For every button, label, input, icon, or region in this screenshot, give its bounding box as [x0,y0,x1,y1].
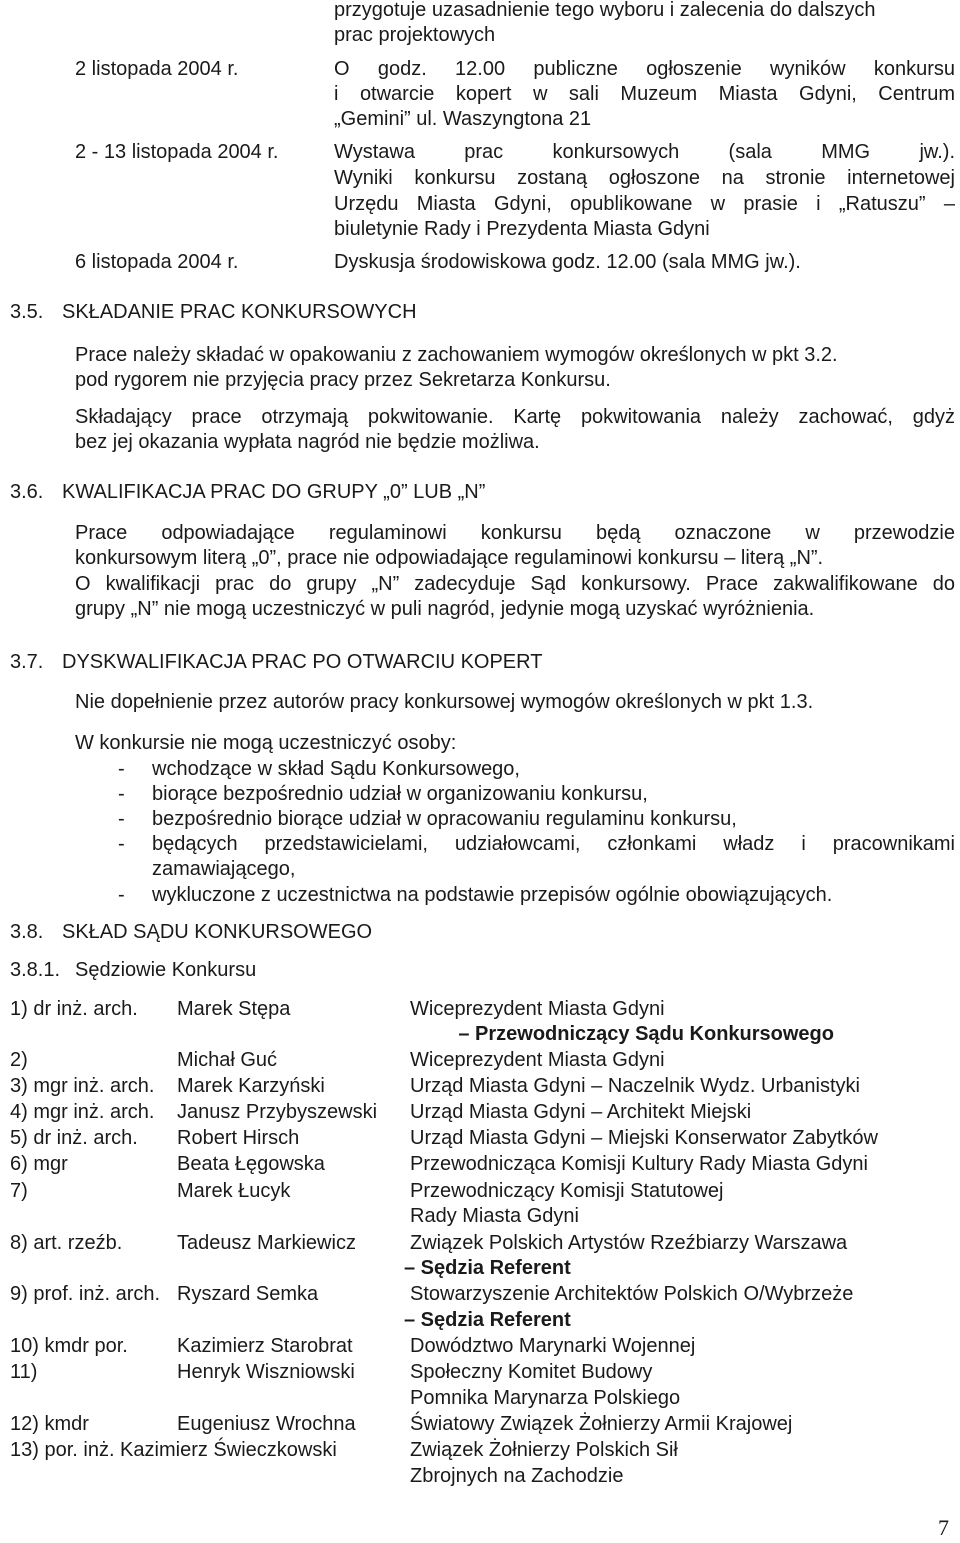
judge-10-title: 10) kmdr por. [10,1335,128,1357]
judge-3-title: 3) mgr inż. arch. [10,1075,155,1097]
schedule-date-3: 6 listopada 2004 r. [75,251,239,273]
judge-5-role: Urząd Miasta Gdyni – Miejski Konserwator Zabytków [410,1127,878,1149]
list-item-4-line-2: zamawiającego, [152,858,296,880]
judge-2-title: 2) [10,1049,28,1071]
judge-1-role: Wiceprezydent Miasta Gdyni [410,998,665,1020]
judge-12-title: 12) kmdr [10,1413,89,1435]
section-35-line-1: Prace należy składać w opakowaniu z zachowaniem wymogów określonych w pkt 3.2. [75,344,838,366]
judge-1-role-bold: – Przewodniczący Sądu Konkursowego [458,1023,834,1045]
judge-9-name: Ryszard Semka [177,1283,319,1305]
judge-13-role-line-2: Zbrojnych na Zachodzie [410,1465,624,1487]
list-item-2: biorące bezpośrednio udział w organizowaniu konkursu, [152,783,648,805]
list-dash-2: - [118,783,125,805]
schedule-continuation-line-1: przygotuje uzasadnienie tego wyboru i zalecenia do dalszych [334,0,876,21]
judge-7-role-line-2: Rady Miasta Gdyni [410,1205,579,1227]
schedule-date-2: 2 - 13 listopada 2004 r. [75,141,279,163]
judge-6-name: Beata Łęgowska [177,1153,325,1175]
judge-8-name: Tadeusz Markiewicz [177,1232,356,1254]
judge-5-name: Robert Hirsch [177,1127,300,1149]
schedule-text-2-4: biuletynie Rady i Prezydenta Miasta Gdyni [334,218,710,240]
judge-10-name: Kazimierz Starobrat [177,1335,353,1357]
judge-13-role-line-1: Związek Żołnierzy Polskich Sił [410,1439,678,1461]
list-item-4-line-1: będących przedstawicielami, udziałowcami, członkami władz i pracownikami [152,833,955,855]
section-381-number: 3.8.1. [10,959,61,981]
list-dash-1: - [118,758,125,780]
judge-7-role-line-1: Przewodniczący Komisji Statutowej [410,1180,724,1202]
schedule-text-1-2: i otwarcie kopert w sali Muzeum Miasta Gdyni, Centrum [334,83,955,105]
judge-4-role: Urząd Miasta Gdyni – Architekt Miejski [410,1101,752,1123]
judge-12-name: Eugeniusz Wrochna [177,1413,356,1435]
schedule-text-2-1: Wystawa prac konkursowych (sala MMG jw.). [334,141,955,163]
judge-12-role: Światowy Związek Żołnierzy Armii Krajowej [410,1413,793,1435]
judge-5-title: 5) dr inż. arch. [10,1127,138,1149]
section-35-heading: SKŁADANIE PRAC KONKURSOWYCH [62,301,417,323]
section-35-line-4: bez jej okazania wypłata nagród nie będzie możliwa. [75,431,540,453]
section-35-line-2: pod rygorem nie przyjęcia pracy przez Sekretarza Konkursu. [75,369,611,391]
judge-3-role: Urząd Miasta Gdyni – Naczelnik Wydz. Urbanistyki [410,1075,860,1097]
judge-1-name: Marek Stępa [177,998,291,1020]
judge-9-role-bold: – Sędzia Referent [404,1309,571,1331]
judge-11-name: Henryk Wiszniowski [177,1361,355,1383]
judge-6-role: Przewodnicząca Komisji Kultury Rady Miasta Gdyni [410,1153,868,1175]
section-35-number: 3.5. [10,301,44,323]
list-dash-5: - [118,884,125,906]
judge-9-role: Stowarzyszenie Architektów Polskich O/Wybrzeże [410,1283,854,1305]
section-36-line-1: Prace odpowiadające regulaminowi konkursu będą oznaczone w przewodzie [75,522,955,544]
schedule-continuation-line-2: prac projektowych [334,24,496,46]
section-37-line-1: Nie dopełnienie przez autorów pracy konkursowej wymogów określonych w pkt 1.3. [75,691,814,713]
schedule-text-1-3: „Gemini” ul. Waszyngtona 21 [334,108,592,130]
judge-8-role: Związek Polskich Artystów Rzeźbiarzy Warszawa [410,1232,848,1254]
section-36-line-2: konkursowym literą „0”, prace nie odpowiadające regulaminowi konkursu – literą „N”. [75,547,824,569]
judge-3-name: Marek Karzyński [177,1075,325,1097]
section-37-heading: DYSKWALIFIKACJA PRAC PO OTWARCIU KOPERT [62,651,543,673]
section-36-line-3: O kwalifikacji prac do grupy „N” zadecyduje Sąd konkursowy. Prace zakwalifikowane do [75,573,955,595]
judge-7-title: 7) [10,1180,28,1202]
judge-8-title: 8) art. rzeźb. [10,1232,123,1254]
schedule-text-3-1: Dyskusja środowiskowa godz. 12.00 (sala MMG jw.). [334,251,801,273]
schedule-text-2-2: Wyniki konkursu zostaną ogłoszone na stronie internetowej [334,167,955,189]
judge-10-role: Dowództwo Marynarki Wojennej [410,1335,696,1357]
judge-13-title: 13) por. inż. Kazimierz Świeczkowski [10,1439,337,1461]
judge-9-title: 9) prof. inż. arch. [10,1283,161,1305]
section-38-number: 3.8. [10,921,44,943]
list-item-5: wykluczone z uczestnictwa na podstawie przepisów ogólnie obowiązujących. [152,884,833,906]
judge-8-role-bold: – Sędzia Referent [404,1257,571,1279]
judge-11-role-line-2: Pomnika Marynarza Polskiego [410,1387,681,1409]
judge-11-title: 11) [10,1361,38,1383]
judge-4-title: 4) mgr inż. arch. [10,1101,155,1123]
page-number: 7 [938,1515,949,1540]
schedule-text-1-1: O godz. 12.00 publiczne ogłoszenie wyników konkursu [334,58,955,80]
section-37-intro: W konkursie nie mogą uczestniczyć osoby: [75,732,457,754]
schedule-date-1: 2 listopada 2004 r. [75,58,239,80]
judge-6-title: 6) mgr [10,1153,68,1175]
section-36-number: 3.6. [10,481,44,503]
judge-1-title: 1) dr inż. arch. [10,998,138,1020]
schedule-text-2-3: Urzędu Miasta Gdyni, opublikowane w prasie i „Ratuszu” – [334,193,955,215]
judge-11-role-line-1: Społeczny Komitet Budowy [410,1361,653,1383]
judge-7-name: Marek Łucyk [177,1180,291,1202]
section-381-heading: Sędziowie Konkursu [75,959,257,981]
list-item-1: wchodzące w skład Sądu Konkursowego, [152,758,520,780]
judge-2-role: Wiceprezydent Miasta Gdyni [410,1049,665,1071]
list-dash-3: - [118,808,125,830]
section-36-heading: KWALIFIKACJA PRAC DO GRUPY „0” LUB „N” [62,481,486,503]
list-item-3: bezpośrednio biorące udział w opracowaniu regulaminu konkursu, [152,808,737,830]
section-38-heading: SKŁAD SĄDU KONKURSOWEGO [62,921,373,943]
judge-4-name: Janusz Przybyszewski [177,1101,378,1123]
section-37-number: 3.7. [10,651,44,673]
section-35-line-3: Składający prace otrzymają pokwitowanie. Kartę pokwitowania należy zachować, gdyż [75,406,955,428]
judge-2-name: Michał Guć [177,1049,278,1071]
section-36-line-4: grupy „N” nie mogą uczestniczyć w puli nagród, jedynie mogą uzyskać wyróżnienia. [75,598,815,620]
list-dash-4: - [118,833,125,855]
